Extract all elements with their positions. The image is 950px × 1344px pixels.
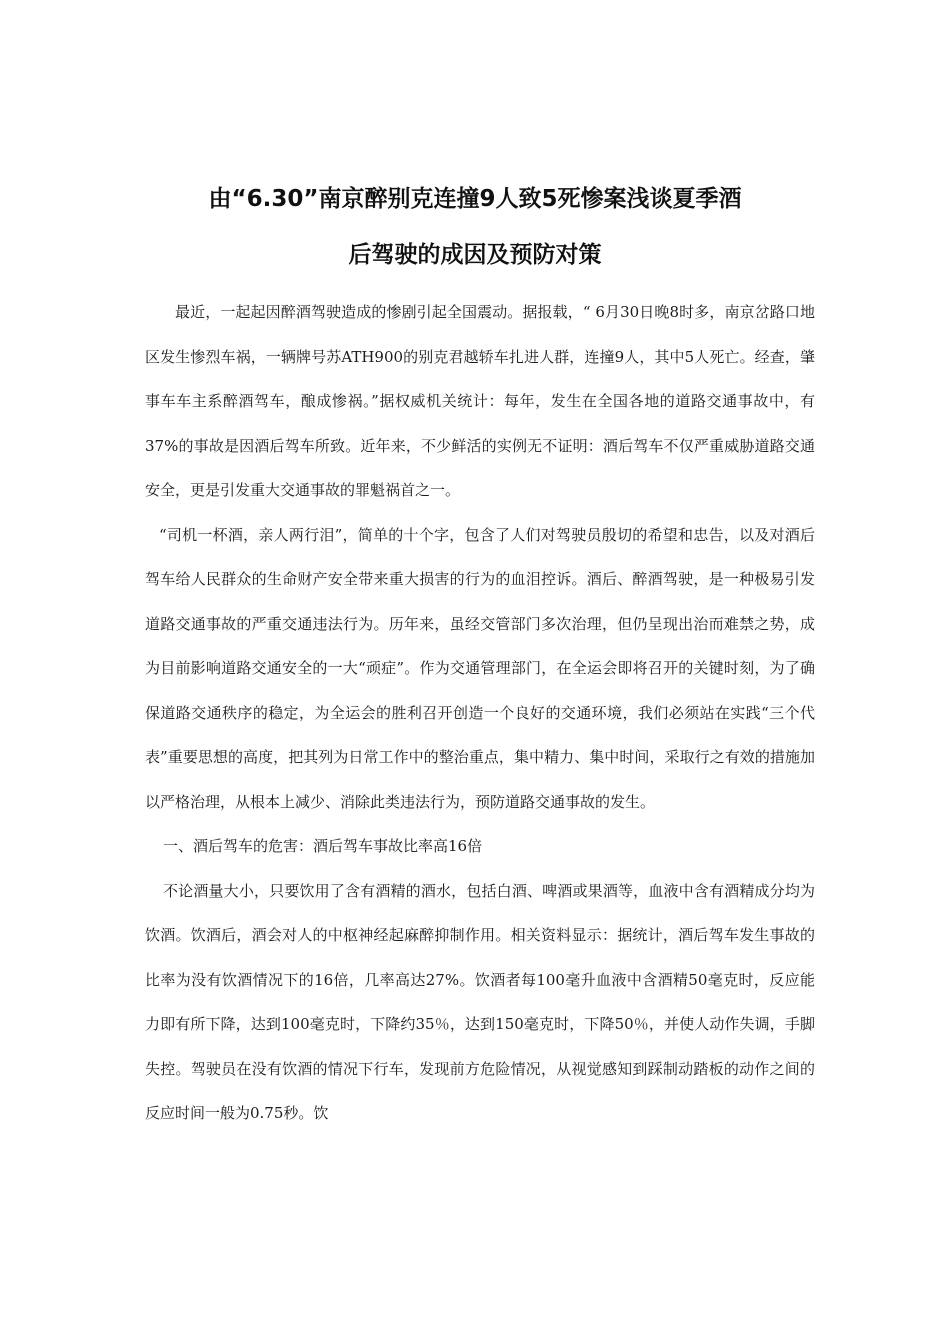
document-title [120, 171, 830, 283]
paragraph-slogan: “司机一杯酒，亲人两行泪”，简单的十个字，包含了人们对驾驶员殷切的希望和忠告，以及对酒后驾车给人民群众的生命财产安全带来重大损害的行为的血泪控诉。酒后、醉酒驾驶，是一种极易引发道路交通事故的严重交通违法行为。历年来，虽经交管部门多次治理，但仍呈现出治而难禁之势，成为目前影响道路交通安全的一大“顽症”。作为交通管理部门，在全运会即将召开的关键时刻，为了确保道路交通秩序的稳定，为全运会的胜利召开创造一个良好的交通环境，我们必须站在实践“三个代表”重要思想的高度，把其列为日常工作中的整治重点，集中精力、集中时间，采取行之有效的措施加以严格治理，从根本上减少、消除此类违法行为，预防道路交通事故的发生。 [145, 525, 815, 811]
section-heading-1: 一、酒后驾车的危害：酒后驾车事故比率高16倍 [163, 837, 483, 855]
title-line-1: 由“6.30”南京醉别克连撞9人致5死惨案浅谈夏季酒 [208, 186, 742, 212]
document-body [145, 290, 815, 1136]
title-line-2: 后驾驶的成因及预防对策 [348, 242, 602, 268]
paragraph-intro: 最近，一起起因醉酒驾驶造成的惨剧引起全国震动。据报载，“ 6月30日晚8时多，南京岔路口地区发生惨烈车祸，一辆牌号苏ATH900的别克君越轿车扎进人群，连撞9人，其中5人死亡。经查，肇事车车主系醉酒驾车，酿成惨祸。”据权威机关统计：每年，发生在全国各地的道路交通事故中，有37%的事故是因酒后驾车所致。近年来，不少鲜活的实例无不证明：酒后驾车不仅严重威胁道路交通安全，更是引发重大交通事故的罪魁祸首之一。 [145, 303, 815, 499]
paragraph-hazards: 不论酒量大小，只要饮用了含有酒精的酒水，包括白酒、啤酒或果酒等，血液中含有酒精成分均为饮酒。饮酒后，酒会对人的中枢神经起麻醉抑制作用。相关资料显示：据统计，酒后驾车发生事故的比率为没有饮酒情况下的16倍，几率高达27%。饮酒者每100毫升血液中含酒精50毫克时，反应能力即有所下降，达到100毫克时，下降约35％，达到150毫克时，下降50％，并使人动作失调，手脚失控。驾驶员在没有饮酒的情况下行车，发现前方危险情况，从视觉感知到踩制动踏板的动作之间的反应时间一般为0.75秒。饮 [145, 881, 815, 1122]
